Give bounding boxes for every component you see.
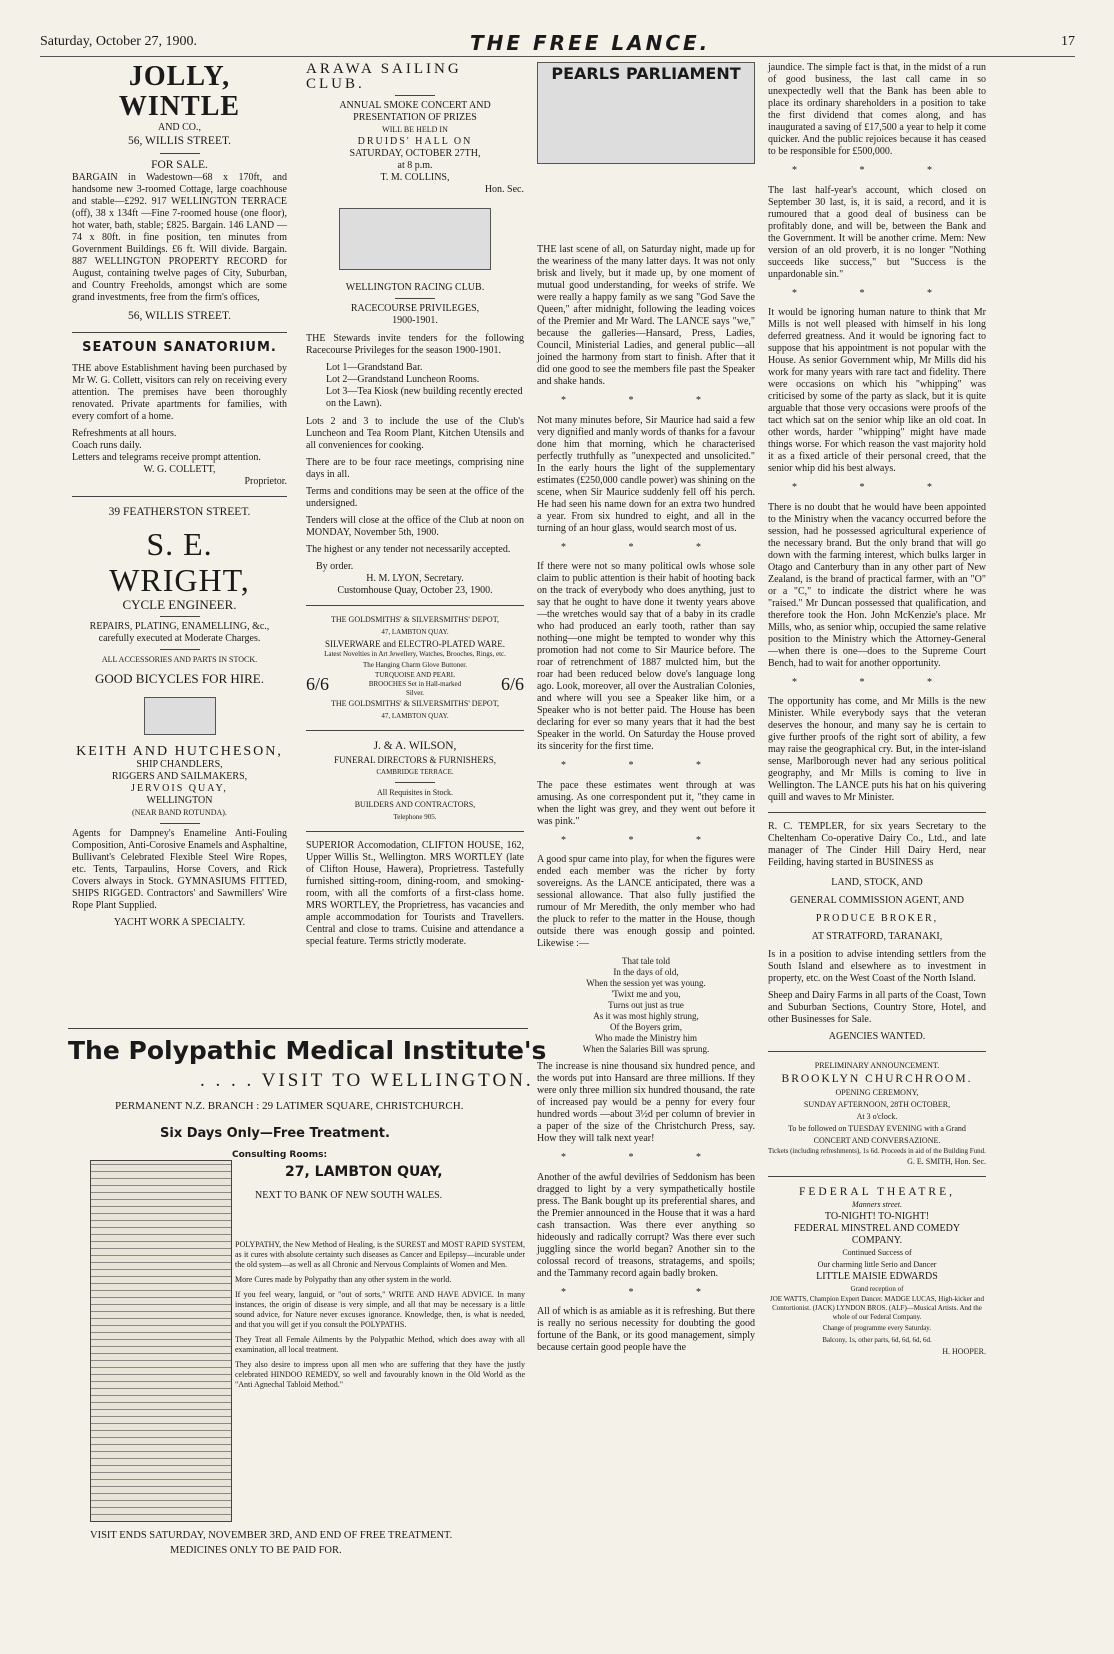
poem: That tale told In the days of old, When the session yet was young. 'Twixt me and you, Turns out just as true As it was most highly strung, Of the Boyers grim, Who made the Ministry him When the Salaries Bill was sprung. [582, 956, 710, 1054]
cartoon-illustration [537, 62, 755, 164]
poly-b3: If you feel weary, languid, or "out of sorts," WRITE AND HAVE ADVICE. In many instances, the origin of disease is very simple, and all that may be necessary is a little sound advice, for Nature never excuses ignorance. Knowledge, then, is what is needed, and that you will get if you consult the POLYPATHS. [235, 1290, 525, 1329]
keith-line-3: JERVOIS QUAY, [131, 783, 228, 794]
federal-line-3: FEDERAL MINSTREL AND COMEDY COMPANY. [793, 1223, 961, 1246]
superior-accommodation: SUPERIOR Accomodation, CLIFTON HOUSE, 162, Upper Willis St., Wellington. MRS WORTLEY (late of Clifton House, Hawera), Proprietress. Tastefully furnished sitting-room, dining-room, and smoking-room, with all the comforts of a first-class home. MRS WORTLEY, the Proprietress, has vacancies and ample accommodation for Tourists and Travellers. Central and close to trams. Cuisine and attendance a special feature. Terms strictly moderate. [306, 839, 524, 947]
poly-six-days: Six Days Only—Free Treatment. [160, 1126, 390, 1141]
wilson-line-4: BUILDERS AND CONTRACTORS, [354, 799, 476, 809]
poly-b1: POLYPATHY, the New Method of Healing, is the SUREST and MOST RAPID SYSTEM, as it cures with absolute certainty such diseases as Cancer and Epilepsy—incurable under the old system—as well as all Chronic and Nervous Complaints of Women and Men. [235, 1240, 525, 1269]
wright-repairs: REPAIRS, PLATING, ENAMELLING, &c., carefully executed at Moderate Charges. [89, 621, 270, 644]
racing-p2: There are to be four race meetings, comprising nine days in all. [306, 457, 524, 480]
masthead-title: THE FREE LANCE. [470, 31, 711, 55]
federal-line-2: TO-NIGHT! TO-NIGHT! [824, 1211, 930, 1222]
racing-year: 1900-1901. [392, 315, 438, 326]
article-p12: There is no doubt that he would have been appointed to the Ministry when the vacancy occurred before the session, had he possessed agricultural experience of the necessary brand. But the only brand that will go down with the farming interest, which bulks larger in Otago and Canterbury than in any other part of New Zealand, is the brand of practical farmer, with an "O" or a "C," to indicate the district where he was "raised." Mr Duncan possessed that qualification, and therefore took the Hon. John McKenzie's place. Mr Mills, who, as senior whip, occupied the same relative position to the Ministry which the Attorney-General—when there is one—does to the Supreme Court Bench, had to wait for another opportunity. [768, 501, 986, 669]
seatoun-proprietor: Proprietor. [244, 476, 287, 487]
arawa-line-3: DRUIDS' HALL ON [357, 136, 473, 147]
article-p10: The last half-year's account, which closed on September 30 last, is, it is said, a record, and it is rumoured that a good deal of business can be profitably done, and will be, between the Bank and the Government. It will be another crime. Mem: New version of an old proverb, it is no longer "Nothing succeeds like success," but "Success is the unpardonable sin." [768, 184, 986, 280]
gold-line-8: 47, LAMBTON QUAY. [381, 712, 449, 720]
gold-line-6: TURQUOISE AND PEARL BROOCHES Set in Hall-marked Silver. [368, 671, 462, 697]
keith-line-2: RIGGERS AND SAILMAKERS, [111, 771, 248, 782]
arawa-hon-sec: Hon. Sec. [484, 184, 524, 195]
federal-line-8: JOE WATTS, Champion Expert Dancer. MADGE LUCAS, High-kicker and Contortionist. (JACK) LYNDON BROS. (ALF)—Musical Artists. And the whole of our Federal Company. [770, 1295, 984, 1321]
page-header [40, 26, 1075, 57]
templer-line-2: GENERAL COMMISSION AGENT, AND [790, 895, 964, 906]
templer-line-1: LAND, STOCK, AND [831, 877, 923, 888]
poly-visit: . . . . VISIT TO WELLINGTON. [200, 1070, 534, 1091]
article-p2: Not many minutes before, Sir Maurice had said a few very dignified and manly words of thanks for a favour done him that morning, which he characterised perfectly truthfully as "unexpected and unsolicited." In the early hours the light of the supplementary estimates (£250,000 candle power) was shining on the scene, when Sir Maurice suddenly fell off his perch. He had seen his name down for an extra two hundred a year. From six hundred to eight, and all in the turning of an hour glass, would search most of us. [537, 414, 755, 534]
gold-line-1: THE GOLDSMITHS' & SILVERSMITHS' DEPOT, [330, 615, 499, 624]
jolly-footer: 56, WILLIS STREET. [127, 310, 232, 322]
federal-line-1: Manners street. [852, 1200, 902, 1209]
keith-line-1: SHIP CHANDLERS, [136, 759, 223, 770]
poly-b4: They Treat all Female Ailments by the Polypathic Method, which does away with all examination, all local treatment. [235, 1335, 525, 1354]
templer-line-6: Sheep and Dairy Farms in all parts of the Coast, Town and Suburban Sections, Country Store, Hotel, and other Businesses for Sale. [768, 990, 986, 1025]
federal-line-6: LITTLE MAISIE EDWARDS [816, 1271, 938, 1282]
federal-line-9: Change of programme every Saturday. [822, 1324, 932, 1332]
racing-p1: Lots 2 and 3 to include the use of the Club's Luncheon and Tea Room Plant, Kitchen Utensils and all conveniences for cooking. [306, 416, 524, 451]
article-p11: It would be ignoring human nature to think that Mr Mills is not well pleased with himself in his long deferred greatness. And it would be ignoring fact to suppose that his appointment is not popular with the House. As senior Government whip, Mr Mills did his work for many years with rare tact and fidelity. There were occasions on which his "whipping" was criticised by some of the party as slack, but it is quite arguable that those very occasions were proofs of the tact which sat on the senior whip like an old coat. In other words, harder "whipping" might have made things worse. For which reason the vast majority hold it as a fixed article of their personal creed, that the senior whip did his best always. [768, 307, 986, 474]
racing-title: WELLINGTON RACING CLUB. [345, 282, 485, 293]
jolly-street: 56, WILLIS STREET. [127, 135, 232, 147]
keith-name: KEITH AND HUTCHESON, [76, 743, 283, 759]
article-p7: Another of the awful devilries of Seddonism has been dragged to light by a very sympathetically hostile press. The Bank bought up its preferential shares, and the Premier announced in the House that it was a hard cash transaction. Was there ever anything so hideously and radically corrupt? Was there ever such juggling since the world began? Another sin to the colossal record of treasons, stratagems, and spoils; and the Tammany record again badly broken. [537, 1171, 755, 1279]
keith-body: Agents for Dampney's Enameline Anti-Fouling Composition, Anti-Corosive Enamels and Asphaltine, Bullivant's Celebrated Flexible Steel Wire Ropes, etc. Tents, Tarpaulins, Horse Covers, and Rick Covers always in Stock. GYMNASIUMS FITTED, SHIPS RIGGED. Contractors' and Sawmillers' Wire Rope Plant Supplied. [72, 828, 287, 911]
arawa-line-4: SATURDAY, OCTOBER 27TH, [349, 148, 481, 159]
brooklyn-line-2: SUNDAY AFTERNOON, 28TH OCTOBER, [803, 1099, 951, 1109]
issue-date: Saturday, October 27, 1900. [40, 34, 197, 49]
racing-by-order: By order. [316, 561, 354, 572]
institute-building-illustration [90, 1160, 232, 1522]
templer-line-5: Is in a position to advise intending settlers from the South Island and elsewhere as to investment in property, etc. on the West Coast of the North Island. [768, 949, 986, 984]
racing-lot-3: Lot 3—Tea Kiosk (new building recently erected on the Lawn). [326, 386, 523, 409]
seatoun-title: SEATOUN SANATORIUM. [82, 339, 277, 355]
column-1 [72, 62, 287, 929]
wilson-name: J. & A. WILSON, [373, 740, 457, 752]
brooklyn-name: BROOKLYN CHURCHROOM. [781, 1073, 973, 1085]
poly-body [235, 1240, 525, 1395]
arawa-line-5: at 8 p.m. [397, 160, 433, 171]
wilson-line-3: All Requisites in Stock. [377, 787, 453, 797]
column-4: jaundice. The simple fact is that, in the midst of a run of good business, the last call came in so unexpectedly well that the Bank has been able to place its ordinary shareholders in a position to take the first dividend that comes along, and has inaugurated a saving of £17,500 a year to help it come quicker. And the public rejoices because it has ceased to be responsible for £500,000. * * * The last half-year's account, which closed on September 30 last, is, it is said, a record, and it is rumoured that a good deal of business can be profitably done, and will be, between the Bank and the Government. It will be another crime. Mem: New version of an old proverb, it is no longer "Nothing succeeds like success," but "Success is the unpardonable sin." * * * It would be ignoring human nature to think that Mr Mills is not well pleased with himself in his long deferred greatness. And it would be ignoring fact to suppose that his appointment is not popular with the House. As senior Government whip, Mr Mills did his work for many years with rare tact and fidelity. There were occasions on which his "whipping" was criticised by some of the party as slack, but it is quite arguable that those very occasions were proofs of the tact which sat on the senior whip like an old coat. In other words, harder "whipping" might have made things worse. For which reason the vast majority hold it as a fixed article of their personal creed, that the senior whip did his best always. * * * There is no doubt that he would have been appointed to the Ministry when the vacancy occurred before the session, had he possessed agricultural experience of the necessary brand. But the only brand that will go down with the farming interest, which bulks larger in Otago and Canterbury than in any other part of New Zealand, is the brand of practical farmer, with an "O" or a "C," to indicate the district where he was "raised." Mr Duncan possessed that qualification, and therefore took the Hon. John McKenzie's place. Mr Mills, who, as senior whip, occupied the same relative position to the Ministry which the Attorney-General—when there is one—does to the Supreme Court Bench, had to wait for another opportunity. * * * The opportunity has come, and Mr Mills is the new Minister. While everybody says that the veteran deserves the honour, and many say he is certain to give further proofs of the right sort of ability, a few may raise the geographical cry. But, in the inter-island sense, Marlborough never had any serious political geography, and Mr Mills is coming to live in Wellington. The LANCE puts his hat on his quivering quill and waves to Mr Minister. R. C. TEMPLER, for six years Secretary to the Cheltenham Co-operative Dairy Co., Ltd., and late manager of The Cinder Hill Dairy Herd, near Feilding, having started in BUSINESS as LAND, STOCK, AND GENERAL COMMISSION AGENT, AND PRODUCE BROKER, AT STRATFORD, TARANAKI, Is in a position to advise intending settlers from the South Island and elsewhere as to investment in property, etc. on the West Coast of the North Island. Sheep and Dairy Farms in all parts of the Coast, Town and Suburban Sections, Country Store, Hotel, and other Businesses for Sale. AGENCIES WANTED. PRELIMINARY ANNOUNCEMENT. BROOKLYN CHURCHROOM. OPENING CEREMONY, SUNDAY AFTERNOON, 28TH OCTOBER, At 3 o'clock. To be followed on TUESDAY EVENING with a Grand CONCERT AND CONVERSAZIONE. Tickets (including refreshments), 1s 6d. Proceeds in aid of the Building Fund. G. E. SMITH, Hon. Sec. FEDERAL THEATRE, Manners street. TO-NIGHT! TO-NIGHT! FEDERAL MINSTREL AND COMEDY COMPANY. Continued Success of Our charming little Serio and Dancer LITTLE MAISIE EDWARDS Grand reception of JOE WATTS, Champion Expert Dancer. MADGE LUCAS, High-kicker and Contortionist. (JACK) LYNDON BROS. (ALF)—Musical Artists. And the whole of our Federal Company. Change of programme every Saturday. Balcony, 1s, other parts, 6d, 6d, 6d, 6d. H. HOOPER. [768, 62, 986, 1356]
poly-next-to: NEXT TO BANK OF NEW SOUTH WALES. [255, 1190, 443, 1201]
templer-line-4: AT STRATFORD, TARANAKI, [811, 931, 943, 942]
federal-signature: H. HOOPER. [942, 1347, 986, 1356]
page-number: 17 [1061, 34, 1075, 49]
poly-address: 27, LAMBTON QUAY, [285, 1164, 443, 1180]
column-2 [306, 62, 524, 953]
federal-line-10: Balcony, 1s, other parts, 6d, 6d, 6d, 6d. [822, 1336, 932, 1344]
keith-line-5: (NEAR BAND ROTUNDA). [132, 808, 227, 817]
racing-signature: H. M. LYON, Secretary. [366, 573, 464, 584]
wright-accessories: ALL ACCESSORIES AND PARTS IN STOCK. [101, 655, 258, 664]
keith-yacht: YACHT WORK A SPECIALTY. [113, 917, 246, 928]
ship-icon [144, 697, 216, 735]
keith-line-4: WELLINGTON [146, 795, 213, 806]
arawa-line-2: WILL BE HELD IN [382, 125, 448, 134]
poly-b5: They also desire to impress upon all men who are suffering that they have the justly celebrated HINDOO REMEDY, so well and favourably known in the Old World as the "Anti Agnechal Tabloid Method." [235, 1360, 525, 1389]
article-p9: jaundice. The simple fact is that, in the midst of a run of good business, the last call came in so unexpectedly well that the Bank has been able to place its ordinary shareholders in a position to take the first dividend that comes along, and has inaugurated a saving of £17,500 a year to help it come quicker. And the public rejoices because it has ceased to be responsible for £500,000. [768, 62, 986, 157]
seatoun-letters: Letters and telegrams receive prompt attention. [72, 452, 261, 463]
poly-end-2: MEDICINES ONLY TO BE PAID FOR. [170, 1545, 342, 1556]
poly-consulting: Consulting Rooms: [232, 1150, 328, 1160]
racing-lot-1: Lot 1—Grandstand Bar. [326, 362, 423, 373]
wilson-line-5: Telephone 905. [393, 812, 437, 821]
poly-b2: More Cures made by Polypathy than any other system in the world. [235, 1275, 452, 1284]
brooklyn-line-6: Tickets (including refreshments), 1s 6d. Proceeds in aid of the Building Fund. [768, 1146, 986, 1155]
templer-agencies: AGENCIES WANTED. [828, 1031, 926, 1042]
seatoun-signature: W. G. COLLETT, [143, 464, 216, 475]
brooklyn-line-4: To be followed on TUESDAY EVENING with a Grand [788, 1123, 966, 1133]
article-p4: The pace these estimates went through at was amusing. As one correspondent put it, "they came in when the light was grey, and they went out before it was pink." [537, 779, 755, 827]
racing-intro: THE Stewards invite tenders for the following Racecourse Privileges for the season 1900-1901. [306, 333, 524, 356]
wright-trade: CYCLE ENGINEER. [122, 596, 237, 612]
poly-branch: PERMANENT N.Z. BRANCH : 29 LATIMER SQUARE, CHRISTCHURCH. [115, 1100, 464, 1112]
seatoun-body: THE above Establishment having been purchased by Mr W. G. Collett, visitors can rely on receiving every attention. The premises have been thoroughly renovated. Private apartments for families, with every comfort of a home. [72, 363, 287, 422]
wright-street: 39 FEATHERSTON STREET. [108, 506, 251, 518]
gold-line-3: SILVERWARE and ELECTRO-PLATED WARE. [325, 639, 505, 649]
seatoun-refreshments: Refreshments at all hours. [72, 428, 177, 439]
article-p8: All of which is as amiable as it is refreshing. But there is really no serious necessity for doubting the good fortune of the Bank, or its good management, simply because certain good people have the [537, 1306, 755, 1353]
article-p13: The opportunity has come, and Mr Mills is the new Minister. While everybody says that the veteran deserves the honour, and many say he is certain to give further proofs of the right sort of ability, a few may raise the geographical cry. But, in the inter-island sense, Marlborough never had any serious political geography, and Mr Mills is coming to live in Wellington. The LANCE puts his hat on his quivering quill and waves to Mr Minister. [768, 696, 986, 803]
wright-name: S. E. WRIGHT, [109, 525, 250, 598]
gold-line-7: THE GOLDSMITHS' & SILVERSMITHS' DEPOT, [330, 699, 499, 708]
gold-line-4: Latest Novelties in Art Jewellery, Watches, Brooches, Rings, etc. [324, 650, 506, 658]
racing-sub: RACECOURSE PRIVILEGES, [350, 303, 480, 314]
article-p6: The increase is nine thousand six hundred pence, and the words put into Hansard are three millions. If they were only three million six hundred thousand, the rate of increased pay would be a penny for every four hundred words —about 3½d per column of brevier in a paper of the size of the Christchurch Press, say. How they will talk next year! [537, 1061, 755, 1144]
racing-p3: Terms and conditions may be seen at the office of the undersigned. [306, 486, 524, 509]
brooklyn-line-1: OPENING CEREMONY, [835, 1087, 919, 1097]
racing-date: Customhouse Quay, October 23, 1900. [337, 585, 493, 596]
federal-name: FEDERAL THEATRE, [799, 1185, 955, 1198]
brooklyn-line-5: CONCERT AND CONVERSAZIONE. [813, 1135, 941, 1145]
templer-intro: R. C. TEMPLER, for six years Secretary to the Cheltenham Co-operative Dairy Co., Ltd., and late manager of The Cinder Hill Dairy Herd, near Feilding, having started in BUSINESS as [768, 821, 986, 868]
article-p1: THE last scene of all, on Saturday night, made up for the weariness of the many latter days. It was not only brisk and lively, but it made up, by one moment of mutual good understanding, for weeks of strife. We were really a happy family as we sang "God Save the Queen," after midnight, following the leading voices of the Premier and Mr Ward. The LANCE says "we," because the galleries—Hansard, Press, Ladies, Council, Ministerial Ladies, and general public—all joined the harmony from start to finish. After that it did one good to see the members file past the Speaker and shake hands. [537, 244, 755, 387]
brooklyn-pre: PRELIMINARY ANNOUNCEMENT. [814, 1061, 940, 1070]
article-p5: A good spur came into play, for when the figures were ended each member was the richer by forty sovereigns. As the LANCE anticipated, there was a sessional allowance. That also fully justified the rumour of Mr Meredith, the only member who had the pluck to refer to the matter in the House, though outside there was enough gossip and pointed. Likewise :— [537, 854, 755, 949]
wilson-line-2: CAMBRIDGE TERRACE. [376, 767, 454, 776]
racing-p5: The highest or any tender not necessarily accepted. [306, 544, 511, 555]
brooklyn-line-3: At 3 o'clock. [856, 1111, 898, 1121]
gold-line-2: 47, LAMBTON QUAY. [381, 628, 449, 636]
poly-title: The Polypathic Medical Institute's [68, 1036, 547, 1065]
wilson-line-1: FUNERAL DIRECTORS & FURNISHERS, [333, 754, 497, 765]
poly-end-1: VISIT ENDS SATURDAY, NOVEMBER 3RD, AND END OF FREE TREATMENT. [90, 1530, 453, 1541]
arawa-signature: T. M. COLLINS, [380, 172, 450, 183]
column-3: PEARLS PARLIAMENT THE last scene of all, on Saturday night, made up for the weariness of the many latter days. It was not only brisk and lively, but it made up, by one moment of mutual good understanding, for weeks of strife. We were really a happy family as we sang "God Save the Queen," after midnight, following the leading voices of the Premier and Mr Ward. The LANCE says "we," because the galleries—Hansard, Press, Ladies, Council, Ministerial Ladies, and general public—all joined the harmony from start to finish. After that it did one good to see the members file past the Speaker and shake hands. * * * Not many minutes before, Sir Maurice had said a few very dignified and manly words of thanks for a favour done him that morning, which he characterised perfectly truthfully as "unexpected and unsolicited." In the early hours the light of the supplementary estimates (£250,000 candle power) was shining on the scene, when Sir Maurice suddenly fell off his perch. He had seen his name down for an extra two hundred a year. From six hundred to eight, and all in the turning of an hour glass, would search most of us. * * * If there were not so many political owls whose sole claim to public attention is their habit of hooting back on the track of everybody who does anything, just to say that he ought to have done it twenty years above—the wretches would say that of a baby in its cradle who had produced an early tooth, rather than say nothing—one might be tempted to wonder why this promotion had not come to Sir Maurice before. The roar of retrenchment of 1887 mulcted him, but the roar had been reduced below dove's language long ago. Look, moreover, all over the Australian Colonies, and where will you see a Speaker like him, or a Speaker who is not better paid. The House has been declaring for ever so many years that it had the best Speaker in the world. On Saturday the House proved its sincerity for the first time. * * * The pace these estimates went through at was amusing. As one correspondent put it, "they came in when the light was grey, and they went out before it was pink." * * * A good spur came into play, for when the figures were ended each member was the richer by forty sovereigns. As the LANCE anticipated, there was a sessional allowance. That also fully justified the rumour of Mr Meredith, the only member who had the pluck to refer to the matter in the House, though outside there was enough gossip and pointed. Likewise :— That tale told In the days of old, When the session yet was young. 'Twixt me and you, Turns out just as true As it was most highly strung, Of the Boyers grim, Who made the Ministry him When the Salaries Bill was sprung. The increase is nine thousand six hundred pence, and the words put into Hansard are three millions. If they were only three million six hundred thousand, the rate of increased pay would be a penny for every four hundred words —about 3½d per column of brevier in a paper of the size of the Christchurch Press, say. How they will talk next year! * * * Another of the awful devilries of Seddonism has been dragged to light by a very sympathetically hostile press. The Bank bought up its preferential shares, and the Premier announced in the House that it was a hard cash transaction. Was there ever anything so hideously and radically corrupt? Was there ever such juggling since the world began? Another sin to the colossal record of treasons, stratagems, and spoils; and the Tammany record again badly broken. * * * All of which is as amiable as it is refreshing. But there is really no serious necessity for doubting the good fortune of the Bank, or its good management, simply because certain good people have the [537, 64, 755, 1353]
gold-line-5: The Hanging Charm Glove Buttoner. [362, 661, 467, 669]
wright-bicycles: GOOD BICYCLES FOR HIRE. [94, 671, 264, 686]
jolly-co: AND CO., [157, 122, 202, 133]
racing-lot-2: Lot 2—Grandstand Luncheon Rooms. [326, 374, 480, 385]
brooklyn-signature: G. E. SMITH, Hon. Sec. [907, 1156, 986, 1166]
gold-price-left: 6/6 [306, 674, 330, 695]
for-sale-heading: FOR SALE. [151, 158, 208, 171]
templer-line-3: PRODUCE BROKER, [815, 913, 939, 924]
gold-price-right: 6/6 [500, 674, 524, 695]
racing-p4: Tenders will close at the office of the Club at noon on MONDAY, November 5th, 1900. [306, 515, 524, 538]
article-p3: If there were not so many political owls whose sole claim to public attention is their habit of hooting back on the track of everybody who does anything, just to say that he ought to have done it twenty years above—the wretches would say that of a baby in its cradle who had produced an early tooth, rather than say nothing—one might be tempted to wonder why this promotion had not come to Sir Maurice before. The roar of retrenchment of 1887 mulcted him, but the roar had been reduced below dove's language long ago. Look, moreover, all over the Australian Colonies, and where will you see a Speaker like him, or a Speaker who is not better paid. The House has been declaring for ever so many years that it had the best Speaker in the world. On Saturday the House proved its sincerity for the first time. [537, 561, 755, 752]
arawa-title: ARAWA SAILING CLUB. [306, 61, 462, 92]
cartoon-caption: PEARLS PARLIAMENT [551, 64, 741, 83]
horse-racing-icon [339, 208, 491, 270]
federal-line-4: Continued Success of [842, 1248, 912, 1257]
jolly-listings: BARGAIN in Wadestown—68 x 170ft, and handsome new 3-roomed Cottage, large coachhouse and stable—£292. 917 WELLINGTON TERRACE (off), 38 x 134ft —Fine 7-roomed house (one floor), hot water, bath, stable; £825. Bargain. 146 LAND —74 x 80ft. in fine position, ten minutes from Government Buildings. £6 ft. Will divide. Bargain. 887 WELLINGTON PROPERTY RECORD for August, containing twelve pages of City, Suburban, and Country Freeholds, amongst which are some grand investments, free from the firm's offices, [72, 172, 287, 303]
federal-line-5: Our charming little Serio and Dancer [817, 1260, 937, 1269]
arawa-line-1: ANNUAL SMOKE CONCERT AND PRESENTATION OF PRIZES [339, 100, 491, 123]
seatoun-coach: Coach runs daily. [72, 440, 142, 451]
jolly-title: JOLLY, WINTLE [118, 61, 241, 122]
federal-line-7: Grand reception of [850, 1285, 904, 1293]
